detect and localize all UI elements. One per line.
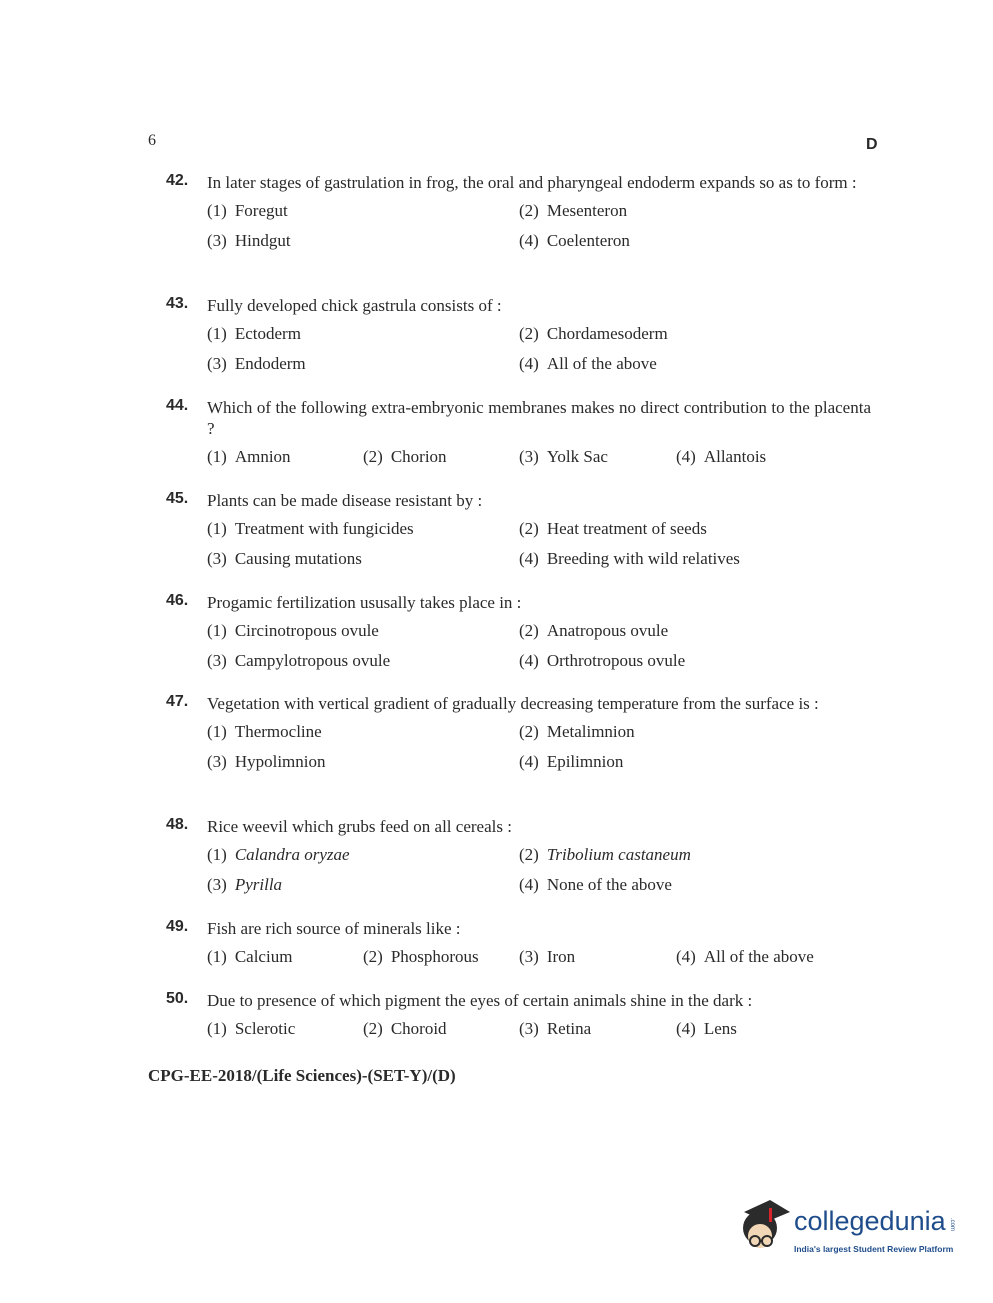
collegedunia-watermark (736, 1198, 961, 1258)
question-46 (166, 592, 871, 673)
option-4: (4) Orthrotropous ovule (519, 651, 686, 670)
question-number: 48. (166, 816, 189, 833)
option-1: (1) Thermocline (207, 722, 322, 741)
option-row (207, 511, 871, 541)
option-4: (4) Breeding with wild relatives (519, 549, 740, 568)
option-1: (1) Calcium (207, 947, 293, 966)
option-row (207, 1011, 871, 1041)
question-49 (166, 918, 871, 969)
question-number: 47. (166, 693, 189, 710)
question-43 (166, 295, 871, 376)
paper-code: CPG-EE-2018/(Life Sciences)-(SET-Y)/(D) (148, 1066, 456, 1085)
option-3: (3) Iron (519, 947, 576, 966)
option-1: (1) Treatment with fungicides (207, 519, 414, 538)
page-number: 6 (148, 132, 156, 149)
option-1: (1) Calandra oryzae (207, 845, 350, 864)
brand-name: collegedunia (794, 1206, 946, 1236)
question-text: Due to presence of which pigment the eyes of certain animals shine in the dark : (207, 991, 753, 1010)
question-text: Vegetation with vertical gradient of gradually decreasing temperature from the surface is : (207, 694, 819, 713)
option-row (207, 714, 871, 744)
question-number: 42. (166, 172, 189, 189)
option-row (207, 439, 871, 469)
option-4: (4) Allantois (676, 447, 767, 466)
option-2: (2) Tribolium castaneum (519, 845, 691, 864)
option-2: (2) Anatropous ovule (519, 621, 669, 640)
option-1: (1) Sclerotic (207, 1019, 296, 1038)
option-4: (4) All of the above (676, 947, 814, 966)
option-3: (3) Causing mutations (207, 549, 362, 568)
option-row (207, 939, 871, 969)
question-50 (166, 990, 871, 1041)
question-text: Fully developed chick gastrula consists of : (207, 296, 502, 315)
question-text: Rice weevil which grubs feed on all cereals : (207, 817, 512, 836)
option-row (207, 346, 871, 376)
question-text: Which of the following extra-embryonic membranes makes no direct contribution to the placenta ? (207, 398, 871, 438)
question-text: Plants can be made disease resistant by : (207, 491, 483, 510)
brand-tagline: India's largest Student Review Platform (794, 1244, 954, 1254)
option-1: (1) Circinotropous ovule (207, 621, 379, 640)
brand-com: .com (949, 1218, 955, 1232)
option-4: (4) All of the above (519, 354, 657, 373)
option-2: (2) Heat treatment of seeds (519, 519, 707, 538)
option-3: (3) Yolk Sac (519, 447, 608, 466)
option-3: (3) Hindgut (207, 231, 291, 250)
question-42 (166, 172, 871, 253)
option-4: (4) Coelenteron (519, 231, 630, 250)
question-text: Progamic fertilization ususally takes place in : (207, 593, 522, 612)
question-number: 46. (166, 592, 189, 609)
option-2: (2) Choroid (363, 1019, 447, 1038)
mascot-logo-icon (736, 1198, 792, 1256)
question-text: Fish are rich source of minerals like : (207, 919, 461, 938)
question-text: In later stages of gastrulation in frog, the oral and pharyngeal endoderm expands so as to form : (207, 173, 857, 192)
option-row (207, 223, 871, 253)
option-1: (1) Foregut (207, 201, 288, 220)
option-4: (4) Epilimnion (519, 752, 624, 771)
option-1: (1) Amnion (207, 447, 291, 466)
option-4: (4) Lens (676, 1019, 737, 1038)
option-row (207, 837, 871, 867)
option-3: (3) Endoderm (207, 354, 306, 373)
question-number: 43. (166, 295, 189, 312)
option-2: (2) Metalimnion (519, 722, 635, 741)
option-2: (2) Chordamesoderm (519, 324, 668, 343)
question-47 (166, 693, 871, 774)
question-number: 44. (166, 397, 189, 414)
option-2: (2) Phosphorous (363, 947, 479, 966)
set-letter: D (866, 136, 878, 153)
option-2: (2) Mesenteron (519, 201, 628, 220)
option-row (207, 867, 871, 897)
option-row (207, 744, 871, 774)
question-45 (166, 490, 871, 571)
option-3: (3) Hypolimnion (207, 752, 326, 771)
question-number: 49. (166, 918, 189, 935)
option-3: (3) Pyrilla (207, 875, 283, 894)
question-number: 50. (166, 990, 189, 1007)
question-number: 45. (166, 490, 189, 507)
option-row (207, 193, 871, 223)
option-3: (3) Campylotropous ovule (207, 651, 391, 670)
option-row (207, 541, 871, 571)
option-row (207, 316, 871, 346)
option-row (207, 613, 871, 643)
option-1: (1) Ectoderm (207, 324, 301, 343)
option-3: (3) Retina (519, 1019, 592, 1038)
question-44 (166, 397, 871, 469)
option-2: (2) Chorion (363, 447, 447, 466)
option-row (207, 643, 871, 673)
option-4: (4) None of the above (519, 875, 672, 894)
question-48 (166, 816, 871, 897)
